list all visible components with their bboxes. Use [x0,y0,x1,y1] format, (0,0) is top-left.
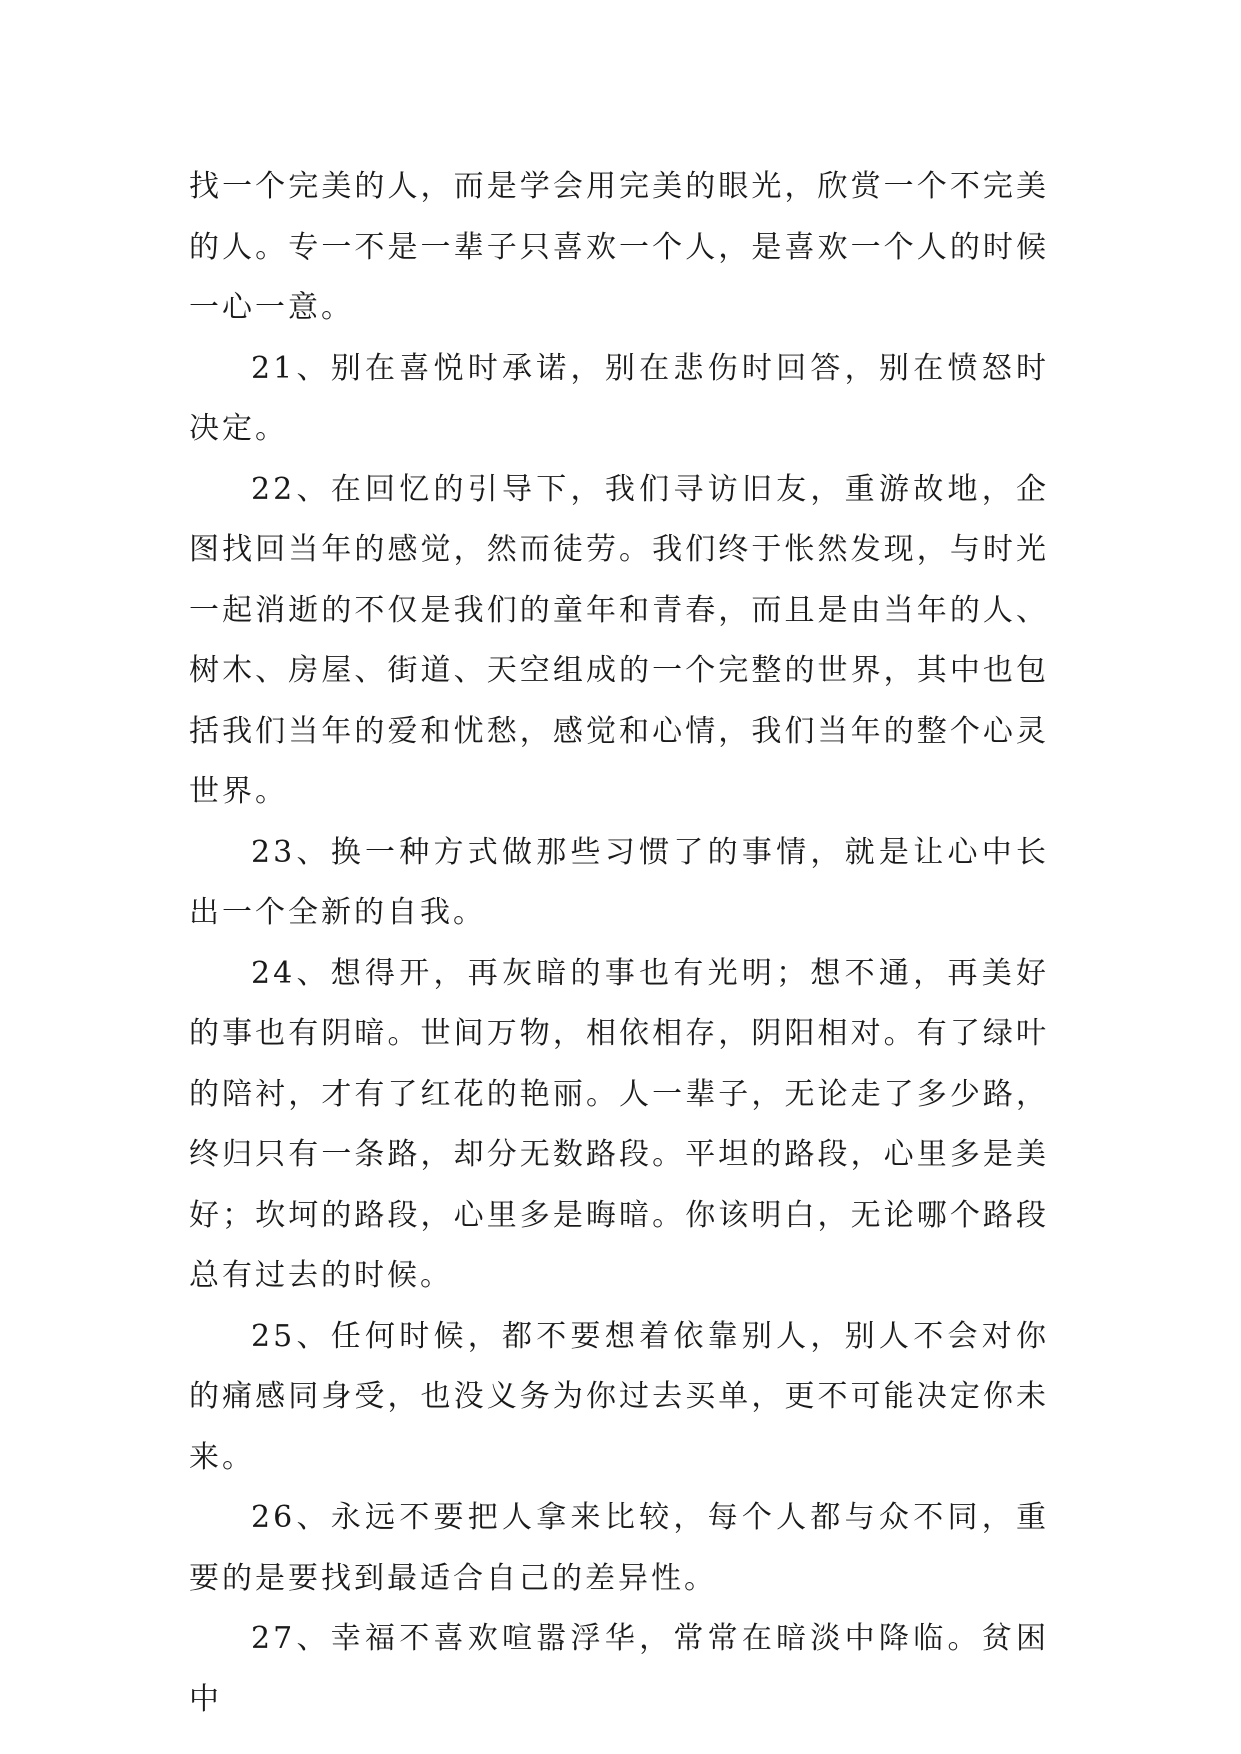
paragraph-22: 22、在回忆的引导下，我们寻访旧友，重游故地，企图找回当年的感觉，然而徒劳。我们终于怅然发现，与时光一起消逝的不仅是我们的童年和青春，而且是由当年的人、树木、房屋、街道、天空组成的一个完整的世界，其中也包括我们当年的爱和忧愁，感觉和心情，我们当年的整个心灵世界。 [189,471,1049,809]
paragraph-25: 25、任何时候，都不要想着依靠别人，别人不会对你的痛感同身受，也没义务为你过去买单，更不可能决定你未来。 [189,1318,1049,1475]
document-body [189,157,1049,1730]
paragraph-26: 26、永远不要把人拿来比较，每个人都与众不同，重要的是要找到最适合自己的差异性。 [189,1500,1049,1596]
paragraph-24: 24、想得开，再灰暗的事也有光明；想不通，再美好的事也有阴暗。世间万物，相依相存，阴阳相对。有了绿叶的陪衬，才有了红花的艳丽。人一辈子，无论走了多少路，终归只有一条路，却分无数路段。平坦的路段，心里多是美好；坎坷的路段，心里多是晦暗。你该明白，无论哪个路段总有过去的时候。 [189,955,1049,1293]
paragraph-21: 21、别在喜悦时承诺，别在悲伤时回答，别在愤怒时决定。 [189,350,1049,446]
paragraph-27: 27、幸福不喜欢喧嚣浮华，常常在暗淡中降临。贫困中 [189,1621,1049,1717]
paragraph-continuation: 找一个完美的人，而是学会用完美的眼光，欣赏一个不完美的人。专一不是一辈子只喜欢一个人，是喜欢一个人的时候一心一意。 [189,169,1049,325]
paragraph-23: 23、换一种方式做那些习惯了的事情，就是让心中长出一个全新的自我。 [189,834,1049,930]
